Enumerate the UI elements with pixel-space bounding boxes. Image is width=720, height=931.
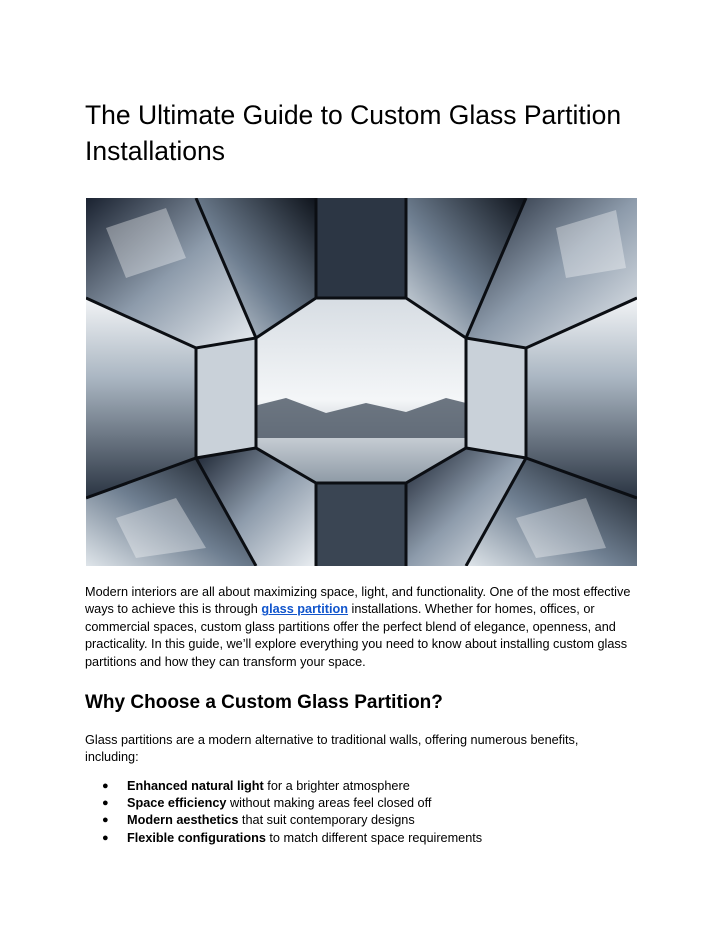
benefit-title: Space efficiency <box>127 796 227 811</box>
bullet-icon: ● <box>102 831 109 844</box>
bullet-icon: ● <box>102 780 109 792</box>
section-heading: Why Choose a Custom Glass Partition? <box>85 692 443 713</box>
intro-paragraph <box>85 584 640 671</box>
section-paragraph: Glass partitions are a modern alternative to traditional walls, offering numerous benefits, including: <box>85 733 579 765</box>
intro-text-start: Modern interiors are all about maximizing space, light, and functionality. One of the most effective ways to achieve this is through <box>85 585 631 617</box>
intro-text-end: installations. Whether for homes, offices, or commercial spaces, custom glass partitions offer the perfect blend of elegance, openness, and practicality. In this guide, we’ll explore everything you need to know about installing custom glass partitions and how they can transform your space. <box>85 602 628 669</box>
bullet-icon: ● <box>102 797 109 810</box>
list-item <box>85 812 482 829</box>
benefit-text: that suit contemporary designs <box>238 813 415 828</box>
benefit-title: Flexible configurations <box>127 830 266 845</box>
benefit-text: for a brighter atmosphere <box>263 779 410 793</box>
benefit-text: to match different space requirements <box>265 830 483 845</box>
list-item <box>85 778 482 795</box>
list-item <box>85 830 482 847</box>
benefit-title: Modern aesthetics <box>127 813 239 828</box>
list-item <box>85 795 482 812</box>
page-title: The Ultimate Guide to Custom Glass Partition Installations <box>85 100 622 166</box>
benefit-text: without making areas feel closed off <box>226 796 432 811</box>
hero-image <box>86 198 637 566</box>
bullet-icon: ● <box>102 814 109 827</box>
benefits-list <box>85 778 482 847</box>
glass-partition-link[interactable]: glass partition <box>261 602 349 617</box>
benefit-title: Enhanced natural light <box>127 779 264 793</box>
